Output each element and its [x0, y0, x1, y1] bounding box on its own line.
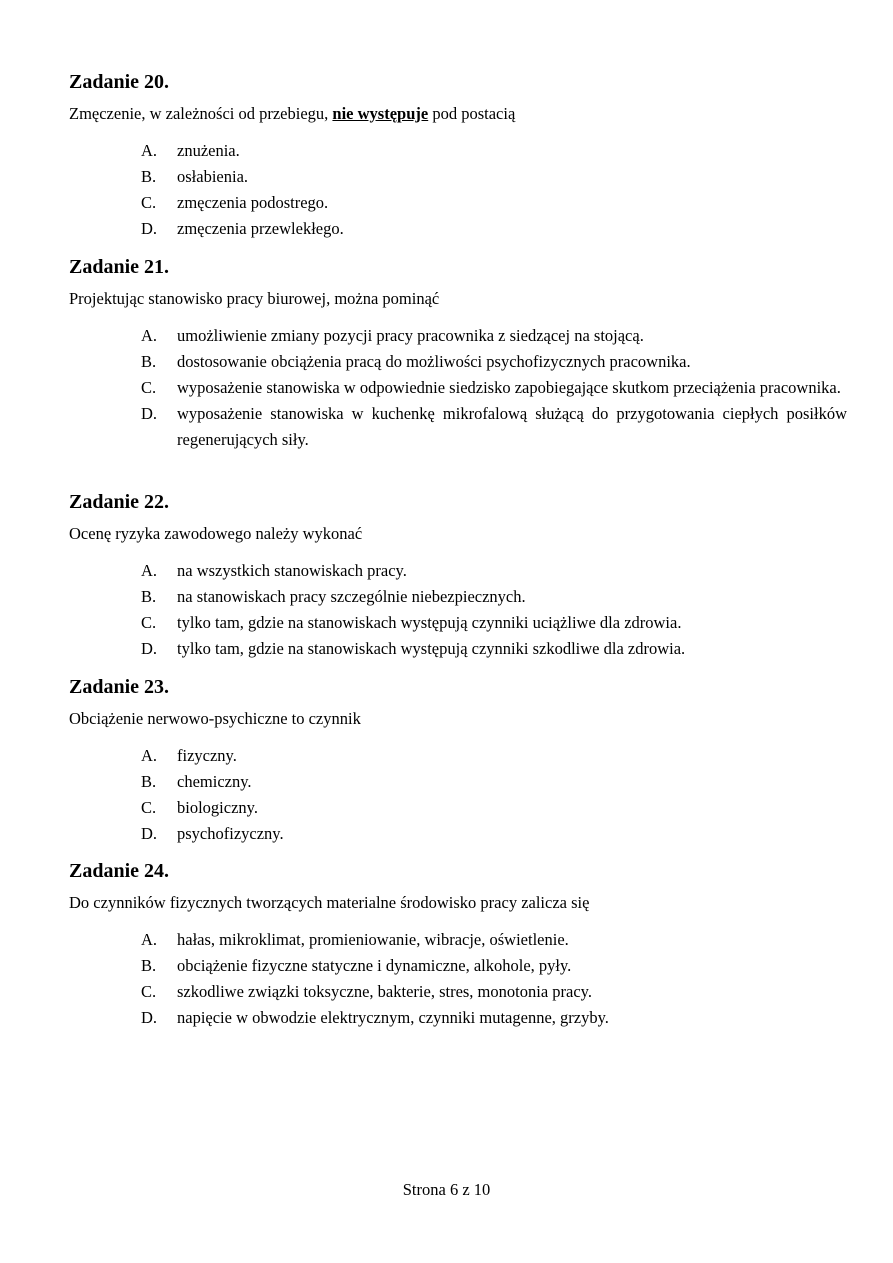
option-text: wyposażenie stanowiska w kuchenkę mikrofalową służącą do przygotowania ciepłych posiłków regenerujących siły.: [177, 404, 847, 449]
task-question: Obciążenie nerwowo-psychiczne to czynnik: [69, 709, 361, 728]
option-text: umożliwienie zmiany pozycji pracy pracownika z siedzącej na stojącą.: [177, 326, 644, 345]
option-text: na wszystkich stanowiskach pracy.: [177, 561, 407, 580]
option-a: [69, 558, 847, 584]
option-letter: A.: [141, 326, 158, 345]
option-letter: D.: [141, 1008, 158, 1027]
option-letter: C.: [141, 193, 157, 212]
option-c: [69, 190, 847, 216]
option-b: [69, 349, 847, 375]
task-question: [69, 104, 847, 124]
question-text: Zmęczenie, w zależności od przebiegu,: [69, 104, 333, 123]
question-emphasis: nie występuje: [332, 104, 429, 123]
option-text: osłabienia.: [177, 167, 249, 186]
option-c: [69, 375, 847, 401]
task-title: Zadanie 21.: [69, 256, 170, 278]
option-letter: C.: [141, 982, 157, 1001]
option-text: znużenia.: [177, 141, 240, 160]
option-text: obciążenie fizyczne statyczne i dynamiczne, alkohole, pyły.: [177, 956, 572, 975]
option-text: wyposażenie stanowiska w odpowiednie siedzisko zapobiegające skutkom przeciążenia pracownika.: [177, 378, 841, 397]
option-text: zmęczenia przewlekłego.: [177, 219, 344, 238]
task-title: Zadanie 22.: [69, 491, 170, 513]
option-letter: C.: [141, 378, 157, 397]
option-letter: C.: [141, 798, 157, 817]
option-a: [69, 138, 847, 164]
option-b: [69, 584, 847, 610]
option-letter: B.: [141, 352, 157, 371]
option-letter: D.: [141, 639, 158, 658]
option-text: tylko tam, gdzie na stanowiskach występują czynniki uciążliwe dla zdrowia.: [177, 613, 682, 632]
option-letter: B.: [141, 587, 157, 606]
option-text: fizyczny.: [177, 746, 237, 765]
option-letter: D.: [141, 824, 158, 843]
task-24: [69, 859, 847, 1031]
option-letter: A.: [141, 141, 158, 160]
answer-options: [69, 323, 847, 453]
answer-options: [69, 558, 847, 662]
option-c: [69, 795, 847, 821]
option-letter: A.: [141, 561, 158, 580]
option-d: [69, 821, 847, 847]
option-text: szkodliwe związki toksyczne, bakterie, stres, monotonia pracy.: [177, 982, 592, 1001]
task-23: [69, 675, 847, 847]
option-letter: C.: [141, 613, 157, 632]
answer-options: [69, 138, 847, 242]
option-text: psychofizyczny.: [177, 824, 284, 843]
option-d: [69, 401, 847, 453]
option-text: hałas, mikroklimat, promieniowanie, wibracje, oświetlenie.: [177, 930, 569, 949]
option-letter: A.: [141, 930, 158, 949]
option-b: [69, 953, 847, 979]
option-text: napięcie w obwodzie elektrycznym, czynniki mutagenne, grzyby.: [177, 1008, 609, 1027]
question-text-end: pod postacią: [428, 104, 516, 123]
option-c: [69, 979, 847, 1005]
option-text: biologiczny.: [177, 798, 258, 817]
option-b: [69, 769, 847, 795]
task-21: [69, 255, 847, 453]
answer-options: [69, 743, 847, 847]
task-question: Do czynników fizycznych tworzących materialne środowisko pracy zalicza się: [69, 893, 590, 912]
task-question: Projektując stanowisko pracy biurowej, można pominąć: [69, 289, 440, 308]
page-number: Strona 6 z 10: [402, 1180, 491, 1199]
option-a: [69, 743, 847, 769]
answer-options: [69, 927, 847, 1031]
task-title: Zadanie 24.: [69, 860, 170, 882]
option-letter: D.: [141, 219, 158, 238]
option-letter: B.: [141, 772, 157, 791]
option-d: [69, 636, 847, 662]
option-text: dostosowanie obciążenia pracą do możliwości psychofizycznych pracownika.: [177, 352, 691, 371]
option-b: [69, 164, 847, 190]
option-letter: A.: [141, 746, 158, 765]
option-text: na stanowiskach pracy szczególnie niebezpiecznych.: [177, 587, 526, 606]
option-text: zmęczenia podostrego.: [177, 193, 329, 212]
option-letter: B.: [141, 167, 157, 186]
option-text: chemiczny.: [177, 772, 252, 791]
option-a: [69, 323, 847, 349]
task-20: [69, 70, 847, 242]
option-d: [69, 1005, 847, 1031]
option-c: [69, 610, 847, 636]
task-title: Zadanie 23.: [69, 676, 170, 698]
option-d: [69, 216, 847, 242]
task-title: Zadanie 20.: [69, 71, 170, 93]
option-text: tylko tam, gdzie na stanowiskach występują czynniki szkodliwe dla zdrowia.: [177, 639, 686, 658]
option-a: [69, 927, 847, 953]
option-letter: B.: [141, 956, 157, 975]
option-letter: D.: [141, 404, 158, 423]
task-22: [69, 490, 847, 662]
task-question: Ocenę ryzyka zawodowego należy wykonać: [69, 524, 363, 543]
